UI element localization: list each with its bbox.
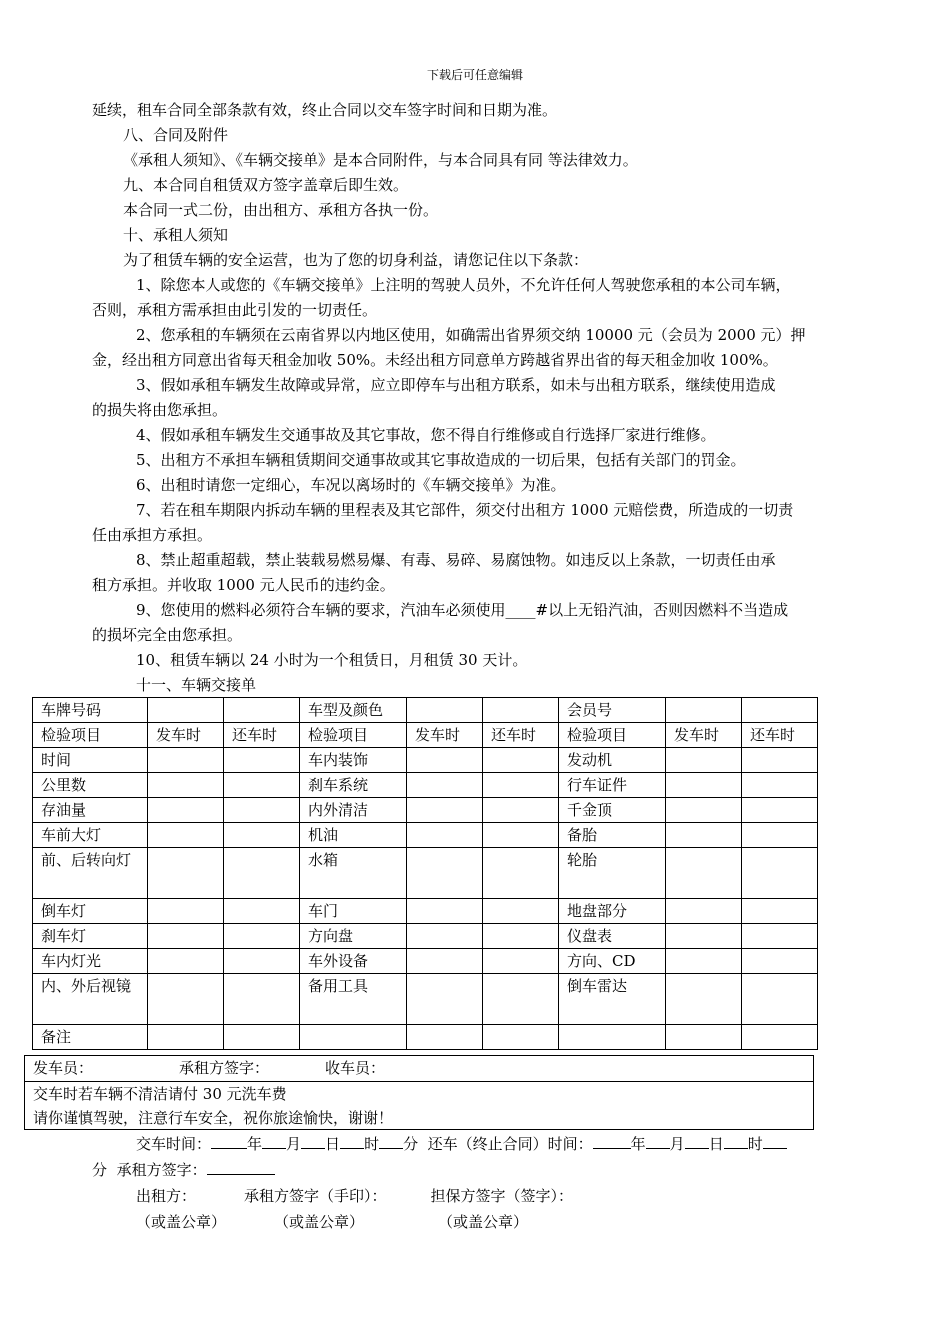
clause-7 xyxy=(92,498,872,548)
member-value[interactable] xyxy=(666,698,742,723)
inspection-item: 倒车灯 xyxy=(33,899,148,924)
return-check-cell[interactable] xyxy=(483,974,559,1025)
model-value-2[interactable] xyxy=(483,698,559,723)
depart-check-cell[interactable] xyxy=(148,1025,224,1050)
clause-2-line-2: 金，经出租方同意出省每天租金加收 50%。未经出租方同意单方跨越省界出省的每天租金加收 100%。 xyxy=(92,351,778,369)
hour-label: 时 xyxy=(364,1135,380,1153)
footer-note-2: 请你谨慎驾驶，注意行车安全，祝你旅途愉快，谢谢！ xyxy=(33,1109,394,1127)
return-check-cell[interactable] xyxy=(742,798,818,823)
return-check-cell[interactable] xyxy=(742,773,818,798)
depart-check-cell[interactable] xyxy=(407,974,483,1025)
inspection-item: 千金顶 xyxy=(559,798,666,823)
depart-check-cell[interactable] xyxy=(148,949,224,974)
col-header-return: 还车时 xyxy=(742,723,818,748)
col-header-depart: 发车时 xyxy=(407,723,483,748)
inspection-item: 发动机 xyxy=(559,748,666,773)
clause-6: 6、出租时请您一定细心，车况以离场时的《车辆交接单》为准。 xyxy=(136,476,566,494)
renter-hand-label: 承租方签字（手印）： xyxy=(244,1187,387,1205)
depart-check-cell[interactable] xyxy=(148,823,224,848)
return-check-cell[interactable] xyxy=(224,949,300,974)
table-row xyxy=(33,798,818,823)
inspection-item: 车外设备 xyxy=(300,949,407,974)
depart-check-cell[interactable] xyxy=(666,899,742,924)
col-header-depart: 发车时 xyxy=(666,723,742,748)
return-check-cell[interactable] xyxy=(483,773,559,798)
section-9-text: 九、本合同自租赁双方签字盖章后即生效。 xyxy=(123,176,409,194)
inspection-item: 车门 xyxy=(300,899,407,924)
footer-sign-row xyxy=(25,1056,813,1082)
clause-7-line-2: 任由承担方承担。 xyxy=(92,526,213,544)
inspection-item: 刹车灯 xyxy=(33,924,148,949)
vehicle-handover-table xyxy=(32,697,818,1050)
table-row xyxy=(33,823,818,848)
return-month-blank[interactable] xyxy=(646,1132,670,1149)
clause-9-line-1: 9、您使用的燃料必须符合车辆的要求，汽油车必须使用____#以上无铅汽油，否则因燃料不当造成 xyxy=(136,601,789,619)
return-check-cell[interactable] xyxy=(224,1025,300,1050)
inspection-item: 仪盘表 xyxy=(559,924,666,949)
table-row xyxy=(33,899,818,924)
year-label: 年 xyxy=(630,1135,646,1153)
return-check-cell[interactable] xyxy=(742,974,818,1025)
section-11-title: 十一、车辆交接单 xyxy=(136,676,257,694)
return-time-line xyxy=(92,1131,872,1157)
return-check-cell[interactable] xyxy=(742,1025,818,1050)
inspection-item: 备用工具 xyxy=(300,974,407,1025)
depart-check-cell[interactable] xyxy=(666,949,742,974)
plate-value-2[interactable] xyxy=(224,698,300,723)
return-check-cell[interactable] xyxy=(483,748,559,773)
inspection-item: 水箱 xyxy=(300,848,407,899)
return-check-cell[interactable] xyxy=(483,899,559,924)
section-8-text: 《承租人须知》、《车辆交接单》是本合同附件，与本合同具有同 等法律效力。 xyxy=(123,151,638,169)
footer-note-1: 交车时若车辆不清洁请付 30 元洗车费 xyxy=(33,1085,287,1103)
inspection-item: 方向盘 xyxy=(300,924,407,949)
guarantor-label: 担保方签字（签字）： xyxy=(430,1187,574,1205)
month-label: 月 xyxy=(286,1135,302,1153)
plate-value[interactable] xyxy=(148,698,224,723)
return-check-cell[interactable] xyxy=(483,823,559,848)
lessor-seal: （或盖公章） xyxy=(136,1213,227,1231)
depart-check-cell[interactable] xyxy=(407,823,483,848)
col-header-item: 检验项目 xyxy=(300,723,407,748)
inspection-item: 车前大灯 xyxy=(33,823,148,848)
depart-check-cell[interactable] xyxy=(666,798,742,823)
depart-check-cell[interactable] xyxy=(407,748,483,773)
clause-8 xyxy=(92,548,872,598)
col-header-item: 检验项目 xyxy=(33,723,148,748)
table-row xyxy=(33,698,818,723)
depart-check-cell[interactable] xyxy=(148,798,224,823)
inspection-item: 刹车系统 xyxy=(300,773,407,798)
clause-8-line-2: 租方承担。并收取 1000 元人民币的违约金。 xyxy=(92,576,395,594)
clause-7-line-1: 7、若在租车期限内拆动车辆的里程表及其它部件，须交付出租方 1000 元赔偿费，所造成的一切责 xyxy=(136,501,794,519)
seal-row xyxy=(92,1209,872,1235)
return-check-cell[interactable] xyxy=(483,1025,559,1050)
inspection-item: 轮胎 xyxy=(559,848,666,899)
return-check-cell[interactable] xyxy=(224,773,300,798)
clause-3-line-1: 3、假如承租车辆发生故障或异常，应立即停车与出租方联系，如未与出租方联系，继续使用造成 xyxy=(136,376,776,394)
inspection-item: 方向、CD xyxy=(559,949,666,974)
depart-check-cell[interactable] xyxy=(666,848,742,899)
renter-sign-label: 承租方签字： xyxy=(116,1161,207,1179)
handover-table-body xyxy=(33,698,818,1050)
day-label: 日 xyxy=(325,1135,341,1153)
depart-check-cell[interactable] xyxy=(666,773,742,798)
clause-4: 4、假如承租车辆发生交通事故及其它事故，您不得自行维修或自行选择厂家进行维修。 xyxy=(136,426,716,444)
depart-check-cell[interactable] xyxy=(407,924,483,949)
inspection-item xyxy=(559,1025,666,1050)
member-label: 会员号 xyxy=(559,698,666,723)
clause-5: 5、出租方不承担车辆租赁期间交通事故或其它事故造成的一切后果，包括有关部门的罚金。 xyxy=(136,451,746,469)
inspection-item: 内、外后视镜 xyxy=(33,974,148,1025)
return-minute-blank[interactable] xyxy=(763,1132,787,1149)
lessor-label: 出租方： xyxy=(136,1187,197,1205)
depart-check-cell[interactable] xyxy=(148,899,224,924)
day-label: 日 xyxy=(708,1135,724,1153)
depart-check-cell[interactable] xyxy=(148,773,224,798)
clause-2-line-1: 2、您承租的车辆须在云南省界以内地区使用，如确需出省界须交纳 10000 元（会员为 2000 元）押 xyxy=(136,326,806,344)
year-label: 年 xyxy=(247,1135,263,1153)
inspection-item: 备胎 xyxy=(559,823,666,848)
clause-1 xyxy=(92,273,872,323)
inspection-item: 车内灯光 xyxy=(33,949,148,974)
minute-label: 分 xyxy=(403,1135,419,1153)
month-label: 月 xyxy=(669,1135,685,1153)
depart-check-cell[interactable] xyxy=(148,924,224,949)
return-check-cell[interactable] xyxy=(483,848,559,899)
page-header: 下载后可任意编辑 xyxy=(426,68,523,82)
depart-check-cell[interactable] xyxy=(407,949,483,974)
return-check-cell[interactable] xyxy=(742,924,818,949)
model-value[interactable] xyxy=(407,698,483,723)
minute-blank[interactable] xyxy=(379,1132,403,1149)
depart-check-cell[interactable] xyxy=(666,748,742,773)
return-hour-blank[interactable] xyxy=(724,1132,748,1149)
inspection-item: 机油 xyxy=(300,823,407,848)
inspection-item: 存油量 xyxy=(33,798,148,823)
signature-parties xyxy=(92,1183,872,1209)
renter-seal: （或盖公章） xyxy=(274,1213,365,1231)
return-check-cell[interactable] xyxy=(483,924,559,949)
inspection-item: 行车证件 xyxy=(559,773,666,798)
clause-2 xyxy=(92,323,872,373)
model-label: 车型及颜色 xyxy=(300,698,407,723)
return-check-cell[interactable] xyxy=(224,924,300,949)
section-10-intro: 为了租赁车辆的安全运营，也为了您的切身利益，请您记住以下条款： xyxy=(123,251,589,269)
clause-9-line-2: 的损坏完全由您承担。 xyxy=(92,626,243,644)
section-8-title: 八、合同及附件 xyxy=(123,126,229,144)
table-row xyxy=(33,974,818,1025)
return-check-cell[interactable] xyxy=(742,848,818,899)
member-value-2[interactable] xyxy=(742,698,818,723)
col-header-depart: 发车时 xyxy=(148,723,224,748)
depart-check-cell[interactable] xyxy=(407,1025,483,1050)
month-blank[interactable] xyxy=(262,1132,286,1149)
day-blank[interactable] xyxy=(301,1132,325,1149)
inspection-item: 倒车雷达 xyxy=(559,974,666,1025)
inspection-item: 时间 xyxy=(33,748,148,773)
return-check-cell[interactable] xyxy=(224,974,300,1025)
line-continue: 延续，租车合同全部条款有效，终止合同以交车签字时间和日期为准。 xyxy=(92,101,558,119)
hour-label: 时 xyxy=(747,1135,763,1153)
clause-1-line-1: 1、除您本人或您的《车辆交接单》上注明的驾驶人员外，不允许任何人驾驶您承租的本公司车辆， xyxy=(136,276,791,294)
clause-10: 10、租赁车辆以 24 小时为一个租赁日，月租赁 30 天计。 xyxy=(136,651,528,669)
clause-3 xyxy=(92,373,872,423)
renter-sign-label: 承租方签字： xyxy=(179,1059,270,1077)
inspection-item xyxy=(300,1025,407,1050)
renter-sign-blank[interactable] xyxy=(207,1158,275,1175)
depart-check-cell[interactable] xyxy=(407,798,483,823)
return-check-cell[interactable] xyxy=(224,748,300,773)
depart-check-cell[interactable] xyxy=(148,748,224,773)
return-check-cell[interactable] xyxy=(224,899,300,924)
table-row xyxy=(33,748,818,773)
table-row xyxy=(33,1025,818,1050)
return-section xyxy=(92,1131,872,1235)
guarantor-seal: （或盖公章） xyxy=(438,1213,529,1231)
depart-check-cell[interactable] xyxy=(148,974,224,1025)
depart-check-cell[interactable] xyxy=(407,848,483,899)
depart-check-cell[interactable] xyxy=(148,848,224,899)
depart-check-cell[interactable] xyxy=(666,924,742,949)
col-header-return: 还车时 xyxy=(224,723,300,748)
table-row xyxy=(33,723,818,748)
table-row xyxy=(33,848,818,899)
table-row xyxy=(33,773,818,798)
hour-blank[interactable] xyxy=(340,1132,364,1149)
return-time-label: 还车（终止合同）时间： xyxy=(427,1135,593,1153)
copies-text: 本合同一式二份，由出租方、承租方各执一份。 xyxy=(123,201,439,219)
return-check-cell[interactable] xyxy=(483,798,559,823)
return-check-cell[interactable] xyxy=(224,823,300,848)
contract-body xyxy=(92,98,872,698)
section-10-title: 十、承租人须知 xyxy=(123,226,229,244)
return-check-cell[interactable] xyxy=(742,823,818,848)
return-check-cell[interactable] xyxy=(742,748,818,773)
depart-check-cell[interactable] xyxy=(666,823,742,848)
inspection-item: 备注 xyxy=(33,1025,148,1050)
return-check-cell[interactable] xyxy=(742,949,818,974)
delivery-time-label: 交车时间： xyxy=(136,1135,212,1153)
depart-check-cell[interactable] xyxy=(407,899,483,924)
year-blank[interactable] xyxy=(211,1132,247,1149)
depart-check-cell[interactable] xyxy=(407,773,483,798)
clause-1-line-2: 否则，承租方需承担由此引发的一切责任。 xyxy=(92,301,378,319)
inspection-item: 车内装饰 xyxy=(300,748,407,773)
clause-9 xyxy=(92,598,872,648)
inspection-item: 前、后转向灯 xyxy=(33,848,148,899)
return-check-cell[interactable] xyxy=(742,899,818,924)
depart-check-cell[interactable] xyxy=(666,1025,742,1050)
table-row xyxy=(33,924,818,949)
table-row xyxy=(33,949,818,974)
return-check-cell[interactable] xyxy=(483,949,559,974)
inspection-item: 公里数 xyxy=(33,773,148,798)
plate-label: 车牌号码 xyxy=(33,698,148,723)
return-year-blank[interactable] xyxy=(593,1132,631,1149)
inspection-item: 地盘部分 xyxy=(559,899,666,924)
clause-3-line-2: 的损失将由您承担。 xyxy=(92,401,228,419)
return-check-cell[interactable] xyxy=(224,848,300,899)
inspection-item: 内外清洁 xyxy=(300,798,407,823)
return-check-cell[interactable] xyxy=(224,798,300,823)
return-sign-line xyxy=(92,1157,872,1183)
return-day-blank[interactable] xyxy=(685,1132,709,1149)
col-header-return: 还车时 xyxy=(483,723,559,748)
depart-check-cell[interactable] xyxy=(666,974,742,1025)
sender-label: 发车员： xyxy=(33,1059,94,1077)
receiver-label: 收车员： xyxy=(325,1059,386,1077)
minute-label: 分 xyxy=(92,1161,108,1179)
clause-8-line-1: 8、禁止超重超载，禁止装载易燃易爆、有毒、易碎、易腐蚀物。如违反以上条款，一切责任由承 xyxy=(136,551,776,569)
handover-footer-box xyxy=(24,1055,814,1130)
col-header-item: 检验项目 xyxy=(559,723,666,748)
